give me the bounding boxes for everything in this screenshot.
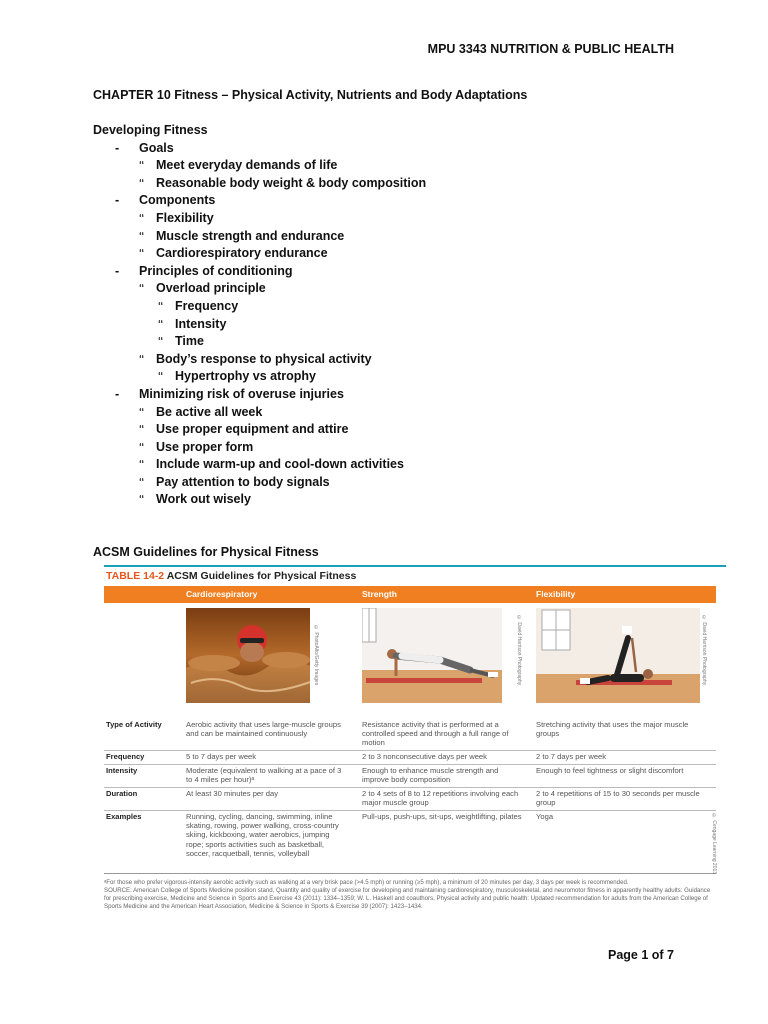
bullet-marker: ‘‘ bbox=[139, 212, 145, 224]
outline-item: ‘‘ Include warm-up and cool-down activities bbox=[93, 456, 426, 474]
bullet-marker: ‘‘ bbox=[139, 230, 145, 242]
outline-item: ‘‘ Be active all week bbox=[93, 404, 426, 422]
chapter-title: CHAPTER 10 Fitness – Physical Activity, Nutrients and Body Adaptations bbox=[93, 88, 528, 102]
bullet-marker: ‘‘ bbox=[139, 406, 145, 418]
outline-item: ‘‘ Use proper equipment and attire bbox=[93, 421, 426, 439]
acsm-section-title: ACSM Guidelines for Physical Fitness bbox=[93, 545, 319, 559]
outline-item: ‘‘ Reasonable body weight & body composition bbox=[93, 175, 426, 193]
swimmer-photo bbox=[186, 608, 310, 703]
bullet-marker: ‘‘ bbox=[139, 424, 145, 436]
bullet-marker: ‘‘ bbox=[139, 248, 145, 260]
table-title-text: ACSM Guidelines for Physical Fitness bbox=[166, 570, 357, 582]
outline-item: ‘‘ Overload principle bbox=[93, 280, 426, 298]
table-row: Type of Activity Aerobic activity that uses large-muscle groups and can be maintained continuously Resistance activity that is performed at a controlled speed and through a full range of motion Stretching activity that uses the major muscle groups bbox=[104, 719, 716, 751]
bullet-marker: ‘‘ bbox=[139, 160, 145, 172]
col-header-flexibility: Flexibility bbox=[536, 589, 576, 599]
outline-subitem: ‘‘ Hypertrophy vs atrophy bbox=[93, 368, 426, 386]
bullet-marker: ‘‘ bbox=[158, 336, 164, 348]
page-number: Page 1 of 7 bbox=[608, 948, 674, 962]
dash-marker: - bbox=[115, 140, 120, 155]
bullet-marker: ‘‘ bbox=[139, 353, 145, 365]
bullet-marker: ‘‘ bbox=[158, 318, 164, 330]
table-footnote bbox=[104, 879, 716, 911]
table-title bbox=[104, 567, 726, 585]
column-header-bar bbox=[104, 586, 716, 603]
outline-item: ‘‘ Meet everyday demands of life bbox=[93, 157, 426, 175]
photo-credit-1: © PhotoAlto/Getty Images bbox=[313, 625, 319, 686]
bullet-marker: ‘‘ bbox=[158, 371, 164, 383]
pushup-photo bbox=[362, 608, 502, 703]
table-number: TABLE 14-2 bbox=[106, 570, 165, 582]
table-row: Duration At least 30 minutes per day 2 to 4 sets of 8 to 12 repetitions involving each major muscle group 2 to 4 repetitions of 15 to 30 seconds per muscle group bbox=[104, 788, 716, 811]
outline-item: ‘‘ Pay attention to body signals bbox=[93, 474, 426, 492]
outline-item: ‘‘ Body’s response to physical activity bbox=[93, 351, 426, 369]
outline-section: - Principles of conditioning bbox=[93, 263, 426, 281]
outline-item: ‘‘ Muscle strength and endurance bbox=[93, 228, 426, 246]
footnote-a: ᵃFor those who prefer vigorous-intensity aerobic activity such as walking at a very brisk pace (>4.5 mph) or running (≥5 mph), a minimum of 20 minutes per day, 3 days per week is recommended. bbox=[104, 879, 629, 886]
bullet-marker: ‘‘ bbox=[139, 441, 145, 453]
acsm-table-figure bbox=[104, 565, 726, 933]
col-header-cardio: Cardiorespiratory bbox=[186, 589, 258, 599]
outline-subitem: ‘‘ Intensity bbox=[93, 316, 426, 334]
outline-section: - Minimizing risk of overuse injuries bbox=[93, 386, 426, 404]
outline-item: ‘‘ Flexibility bbox=[93, 210, 426, 228]
guidelines-rows bbox=[104, 719, 716, 874]
outline bbox=[93, 122, 426, 509]
outline-section: - Goals bbox=[93, 140, 426, 158]
photo-credit-3: © David Harrison Photography bbox=[701, 615, 707, 686]
col-header-strength: Strength bbox=[362, 589, 397, 599]
bullet-marker: ‘‘ bbox=[139, 283, 145, 295]
dash-marker: - bbox=[115, 263, 120, 278]
outline-item: ‘‘ Work out wisely bbox=[93, 491, 426, 509]
outline-subitem: ‘‘ Time bbox=[93, 333, 426, 351]
table-row: Frequency 5 to 7 days per week 2 to 3 nonconsecutive days per week 2 to 7 days per week bbox=[104, 751, 716, 765]
bullet-marker: ‘‘ bbox=[139, 494, 145, 506]
photo-credit-2: © David Harrison Photography bbox=[516, 615, 522, 686]
footnote-source: SOURCE: American College of Sports Medicine position stand, Quantity and quality of exercise for developing and maintaining cardiorespiratory, musculoskeletal, and neuromotor fitness in apparently healthy adults: Guidance for prescribing exercise, Medicine and Science in Sports and Exercise 43 (2011): 1334–1359; W. L. Haskell and coauthors, Physical activity and public health: Updated recommendation for adults from the American College of Sports Medicine and the American Heart Association, Medicine & Science in Sports & Exercise 39 (2007): 1423–1434. bbox=[104, 887, 711, 910]
table-row: Examples Running, cycling, dancing, swimming, inline skating, rowing, power walking, cross-country skiing, kickboxing, water aerobics, jumping rope; sports activities such as basketball, soccer, racquetball, tennis, volleyball Pull-ups, push-ups, sit-ups, weightlifting, pilates Yoga bbox=[104, 811, 716, 874]
outline-title: Developing Fitness bbox=[93, 123, 208, 137]
outline-section: - Components bbox=[93, 192, 426, 210]
table-row: Intensity Moderate (equivalent to walking at a pace of 3 to 4 miles per hour)ᵃ Enough to enhance muscle strength and improve body composition Enough to feel tightness or slight discomfort bbox=[104, 765, 716, 788]
outline-subitem: ‘‘ Frequency bbox=[93, 298, 426, 316]
bullet-marker: ‘‘ bbox=[139, 476, 145, 488]
bullet-marker: ‘‘ bbox=[158, 300, 164, 312]
stretch-photo bbox=[536, 608, 700, 703]
bullet-marker: ‘‘ bbox=[139, 459, 145, 471]
side-credit: © Cengage Learning 2013 bbox=[711, 813, 717, 875]
course-header: MPU 3343 NUTRITION & PUBLIC HEALTH bbox=[427, 42, 674, 56]
dash-marker: - bbox=[115, 193, 120, 208]
bullet-marker: ‘‘ bbox=[139, 177, 145, 189]
dash-marker: - bbox=[115, 386, 120, 401]
outline-item: ‘‘ Use proper form bbox=[93, 439, 426, 457]
outline-item: ‘‘ Cardiorespiratory endurance bbox=[93, 245, 426, 263]
